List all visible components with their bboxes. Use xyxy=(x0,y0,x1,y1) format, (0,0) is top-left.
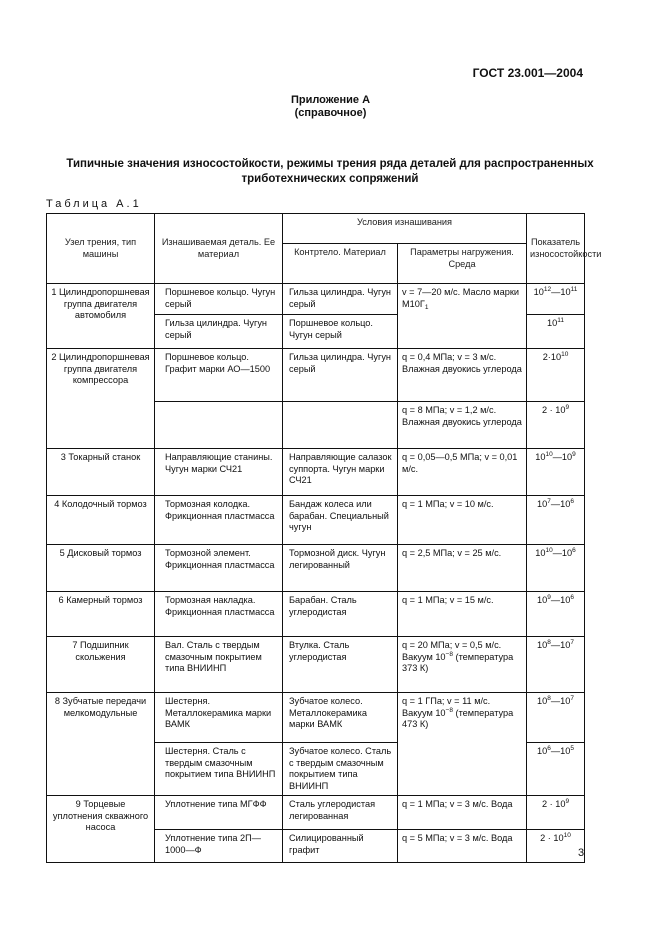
table-row xyxy=(47,349,585,402)
cell-counter: Зубчатое колесо. Сталь с твердым смазочным покрытием типа ВНИИНП xyxy=(283,743,398,796)
cell-unit: 1 Цилиндропоршневая группа двигателя автомобиля xyxy=(47,284,155,349)
header-part: Изнашиваемая деталь. Ее материал xyxy=(155,214,283,284)
standard-number: ГОСТ 23.001—2004 xyxy=(472,66,583,80)
cell-index: $2 \cdot 10^9$ xyxy=(527,796,585,830)
cell-params: q = 1 МПа; v = 3 м/с. Вода xyxy=(398,796,527,830)
cell-params: q = 5 МПа; v = 3 м/с. Вода xyxy=(398,830,527,863)
cell-part: Направляющие станины. Чугун марки СЧ21 xyxy=(155,449,283,496)
cell-part: Гильза цилиндра. Чугун серый xyxy=(155,315,283,349)
cell-unit: 4 Колодочный тормоз xyxy=(47,496,155,545)
document-title: Типичные значения износостойкости, режимы трения ряда деталей для распространенных триботехнических сопряжений xyxy=(66,158,594,185)
table-row xyxy=(47,693,585,743)
table-row xyxy=(47,592,585,637)
cell-params: q = 1 МПа; v = 10 м/с. xyxy=(398,496,527,545)
cell-index: $10^{11}$ xyxy=(527,315,585,349)
cell-unit: 7 Подшипник скольжения xyxy=(47,637,155,693)
cell-part: Тормозная колодка. Фрикционная пластмасса xyxy=(155,496,283,545)
cell-params: q = 0,4 МПа; v = 3 м/с. Влажная двуокись углерода xyxy=(398,349,527,402)
cell-params: q = 1 ГПа; v = 11 м/с. Вакуум $10^{-8}$ (температура 473 К) xyxy=(398,693,527,796)
table-row xyxy=(47,637,585,693)
cell-part: Уплотнение типа МГФФ xyxy=(155,796,283,830)
cell-params: q = 20 МПа; v = 0,5 м/с. Вакуум $10^{-8}$ (температура 373 К) xyxy=(398,637,527,693)
header-counter: Контртело. Материал xyxy=(283,244,398,284)
cell-counter: Втулка. Сталь углеродистая xyxy=(283,637,398,693)
cell-counter xyxy=(283,402,398,449)
page-number: 3 xyxy=(578,847,585,859)
cell-counter: Силицированный графит xyxy=(283,830,398,863)
cell-part: Уплотнение типа 2П—1000—Ф xyxy=(155,830,283,863)
cell-part xyxy=(155,402,283,449)
wear-resistance-table xyxy=(46,213,602,863)
cell-params: q = 1 МПа; v = 15 м/с. xyxy=(398,592,527,637)
table-row xyxy=(47,449,585,496)
cell-params: q = 2,5 МПа; v = 25 м/с. xyxy=(398,545,527,592)
cell-part: Поршневое кольцо. Чугун серый xyxy=(155,284,283,315)
cell-unit: 6 Камерный тормоз xyxy=(47,592,155,637)
cell-counter: Барабан. Сталь углеродистая xyxy=(283,592,398,637)
cell-unit: 3 Токарный станок xyxy=(47,449,155,496)
cell-part: Вал. Сталь с твердым смазочным покрытием типа ВНИИНП xyxy=(155,637,283,693)
cell-part: Тормозной элемент. Фрикционная пластмасса xyxy=(155,545,283,592)
cell-index: $2 \cdot 10^{10}$ xyxy=(527,830,585,863)
header-params: Параметры нагружения. Среда xyxy=(398,244,527,284)
table-row xyxy=(47,796,585,830)
appendix-note: (справочное) xyxy=(294,107,367,119)
table-row xyxy=(47,284,585,315)
cell-counter: Бандаж колеса или барабан. Специальный чугун xyxy=(283,496,398,545)
cell-params: q = 8 МПа; v = 1,2 м/с. Влажная двуокись углерода xyxy=(398,402,527,449)
cell-unit: 8 Зубчатые передачи мелкомодульные xyxy=(47,693,155,796)
cell-counter: Гильза цилиндра. Чугун серый xyxy=(283,284,398,315)
cell-part: Шестерня. Сталь с твердым смазочным покрытием типа ВНИИНП xyxy=(155,743,283,796)
cell-index: $10^8—10^7$ xyxy=(527,693,585,743)
table-row xyxy=(47,496,585,545)
cell-index: $10^6—10^5$ xyxy=(527,743,585,796)
cell-part: Тормозная накладка. Фрикционная пластмасса xyxy=(155,592,283,637)
cell-params: q = 0,05—0,5 МПа; v = 0,01 м/с. xyxy=(398,449,527,496)
cell-counter: Сталь углеродистая легированная xyxy=(283,796,398,830)
appendix-heading xyxy=(0,94,661,120)
appendix-title: Приложение А xyxy=(290,94,371,106)
cell-counter: Поршневое кольцо. Чугун серый xyxy=(283,315,398,349)
header-conditions: Условия изнашивания xyxy=(283,214,527,244)
table-caption: Таблица А.1 xyxy=(46,198,142,210)
cell-counter: Направляющие салазок суппорта. Чугун марки СЧ21 xyxy=(283,449,398,496)
cell-unit: 9 Торцевые уплотнения скважного насоса xyxy=(47,796,155,863)
table-row xyxy=(47,545,585,592)
cell-index: $10^{10}—10^6$ xyxy=(527,545,585,592)
cell-part: Поршневое кольцо. Графит марки АО—1500 xyxy=(155,349,283,402)
cell-index: $10^8—10^7$ xyxy=(527,637,585,693)
cell-index: $2\cdot 10^{10}$ xyxy=(527,349,585,402)
cell-part: Шестерня. Металлокерамика марки ВАМК xyxy=(155,693,283,743)
header-index: Показатель износостойкости xyxy=(527,214,585,284)
cell-index: $10^{10}—10^9$ xyxy=(527,449,585,496)
cell-index: $10^7—10^6$ xyxy=(527,496,585,545)
cell-index: $2 \cdot 10^9$ xyxy=(527,402,585,449)
cell-counter: Тормозной диск. Чугун легированный xyxy=(283,545,398,592)
cell-unit: 2 Цилиндропоршневая группа двигателя компрессора xyxy=(47,349,155,449)
cell-counter: Гильза цилиндра. Чугун серый xyxy=(283,349,398,402)
cell-counter: Зубчатое колесо. Металлокерамика марки ВАМК xyxy=(283,693,398,743)
cell-unit: 5 Дисковый тормоз xyxy=(47,545,155,592)
header-unit: Узел трения, тип машины xyxy=(47,214,155,284)
cell-params: v = 7—20 м/с. Масло марки $М10Г_1$ xyxy=(398,284,527,349)
cell-index: $10^9—10^6$ xyxy=(527,592,585,637)
cell-index: $10^{12}—10^{11}$ xyxy=(527,284,585,315)
